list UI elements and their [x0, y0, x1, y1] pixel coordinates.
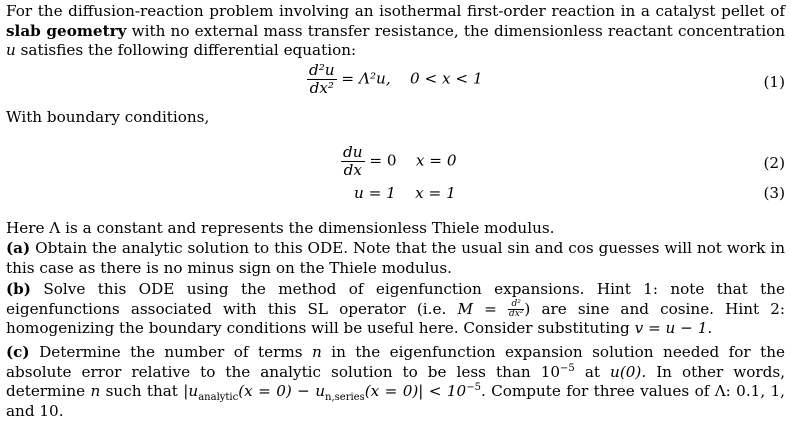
- part-c-n-2: n: [90, 382, 101, 401]
- equation-3: [354, 184, 456, 202]
- equation-2: [341, 144, 456, 179]
- equation-1: [307, 62, 483, 97]
- part-b-substitution: v = u − 1.: [634, 319, 713, 338]
- eq2-numerator: du: [343, 143, 363, 161]
- part-c-exp-1: −5: [560, 362, 575, 374]
- part-c-sub-series: n,series: [325, 392, 365, 404]
- part-c: [6, 343, 785, 421]
- part-c-text-6: . Compute for three values of Λ: 0.1, 1, and 10.: [6, 382, 786, 420]
- part-c-label: (c): [6, 343, 30, 361]
- part-c-sub-analytic: analytic: [198, 392, 239, 404]
- part-c-abs-2: (x = 0) − u: [238, 382, 326, 401]
- part-c-text-3: at: [584, 362, 600, 381]
- part-b-frac-num: d²: [508, 300, 524, 310]
- part-b-label: (b): [6, 280, 31, 298]
- part-a: [6, 239, 785, 278]
- eq2-fraction: [341, 144, 365, 179]
- part-b-text-1: Solve this ODE using the method of eigenfunction expansions. Hint 1: note that the eigenfunctions associated with this SL operator (i.e.: [6, 280, 785, 318]
- part-c-text-2: in the eigenfunction expansion solution needed for the absolute error relative to the analytic solution to be less than 10: [6, 343, 786, 381]
- part-a-text: Obtain the analytic solution to this ODE. Note that the usual sin and cos guesses will not work in this case as there is no minus sign on the Thiele modulus.: [6, 239, 785, 277]
- eq1-domain: 0 < x < 1: [409, 69, 483, 88]
- eq2-label: (2): [763, 154, 785, 172]
- eq2-at: x = 0: [415, 151, 457, 170]
- part-c-abs-3: (x = 0)| < 10: [364, 382, 467, 401]
- eq1-denominator: dx²: [309, 79, 334, 97]
- part-c-abs-1: |u: [183, 382, 199, 401]
- eq1-rhs: = Λ²u,: [341, 69, 391, 88]
- part-b: [6, 280, 785, 339]
- bc-intro: With boundary conditions,: [6, 108, 210, 126]
- intro-text-1: For the diffusion-reaction problem involving an isothermal first-order reaction in a catalyst pellet of: [6, 2, 785, 20]
- part-c-exp-2: −5: [466, 382, 481, 394]
- part-b-operator-fraction: [508, 300, 524, 319]
- part-b-M: M =: [457, 299, 497, 318]
- intro-text-2: with no external mass transfer resistance, the dimensionless reactant concentration: [131, 21, 785, 40]
- eq3-lhs: u = 1: [354, 184, 396, 202]
- intro-var-u: u: [6, 41, 16, 60]
- intro-bold-slab: slab geometry: [6, 21, 127, 40]
- part-b-frac-den: dx²: [508, 309, 524, 320]
- eq2-rhs: = 0: [369, 151, 397, 170]
- part-c-text-4: In other words, determine: [6, 362, 786, 401]
- part-c-text-5: such that: [105, 382, 178, 401]
- part-c-u0: u(0).: [610, 362, 647, 381]
- intro-text-3: satisfies the following differential equation:: [20, 41, 357, 60]
- eq1-fraction: [307, 62, 337, 97]
- eq1-numerator: d²u: [309, 61, 335, 79]
- part-c-n-1: n: [311, 343, 322, 361]
- part-c-text-1: Determine the number of terms: [39, 343, 303, 361]
- eq3-at: x = 1: [415, 184, 456, 202]
- eq3-label: (3): [763, 184, 785, 202]
- part-b-text-2: ) are sine and cosine. Hint 2: homogenizing the boundary conditions will be useful here. Consider substituting: [6, 299, 786, 338]
- eq2-denominator: dx: [343, 161, 362, 179]
- part-a-label: (a): [6, 239, 31, 257]
- intro-paragraph: [6, 2, 785, 61]
- eq1-label: (1): [763, 73, 785, 91]
- here-paragraph: Here Λ is a constant and represents the dimensionless Thiele modulus.: [6, 219, 555, 237]
